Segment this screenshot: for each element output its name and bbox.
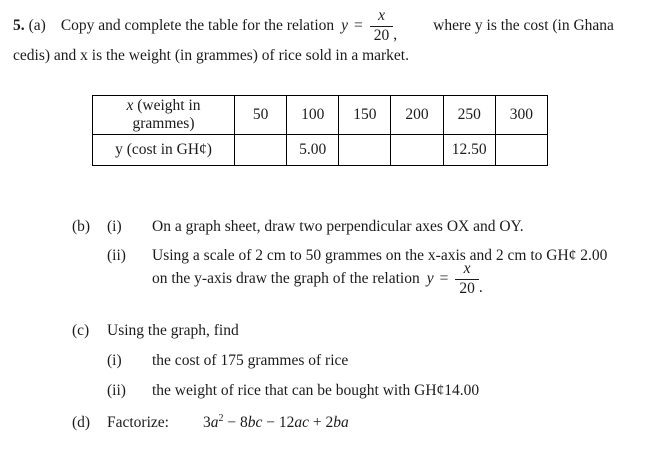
part-d-line [72, 412, 349, 433]
part-c-i-line [72, 350, 348, 371]
part-c-label: (c) [72, 322, 90, 339]
part-d-heading: Factorize: [107, 414, 169, 431]
table-row-x [93, 96, 548, 135]
part-b-ii-line-2 [152, 261, 483, 297]
equation-comma: , [393, 25, 398, 43]
factorize-expression [203, 414, 349, 431]
table-cell-y-value: 12.50 [443, 135, 495, 166]
fraction-numerator: x [463, 260, 471, 278]
table-cell-x-value: 300 [495, 96, 547, 135]
relation-equation-b [427, 261, 483, 297]
equation-lhs: y [341, 17, 349, 34]
table-header-y: y (cost in GH¢) [93, 135, 235, 166]
table-cell-x-value: 250 [443, 96, 495, 135]
part-b-label: (b) [72, 218, 91, 235]
expr-var: bc [247, 414, 263, 431]
expr-coef: 3 [203, 414, 211, 431]
part-c-ii-line [72, 380, 479, 401]
part-b-i-line [72, 216, 524, 237]
relation-table [92, 95, 548, 166]
intro-text-before-math: Copy and complete the table for the relation [60, 17, 335, 34]
part-b-i-label: (i) [107, 218, 122, 235]
equals-sign: = [439, 270, 449, 287]
fraction-denominator: 20 [455, 279, 479, 297]
table-cell-y-value: 5.00 [287, 135, 339, 166]
part-a-label: (a) [28, 17, 46, 34]
equation-period: . [478, 278, 483, 296]
fraction-x-over-20 [455, 261, 479, 297]
expr-var: a [210, 414, 219, 431]
table-cell-x-value: 150 [339, 96, 391, 135]
part-b-ii-text-2: on the y-axis draw the graph of the relation [152, 270, 420, 287]
table-header-x [93, 96, 235, 135]
table-cell-y-value [391, 135, 443, 166]
fraction-numerator: x [378, 7, 385, 25]
expr-var: ba [333, 414, 349, 431]
table-cell-x-value: 100 [287, 96, 339, 135]
table-cell-x-value: 50 [235, 96, 287, 135]
expr-op: − 12 [262, 414, 295, 431]
question-number: 5. [13, 17, 25, 34]
part-c-i-label: (i) [107, 352, 122, 369]
x-header-rest: (weight in grammes) [132, 97, 201, 132]
fraction-denominator: 20 [370, 26, 394, 44]
fraction-x-over-20 [370, 8, 394, 44]
expr-op: + 2 [309, 414, 334, 431]
x-variable: x [126, 97, 134, 114]
intro-line-1 [13, 5, 614, 47]
table-cell-x-value: 200 [391, 96, 443, 135]
part-c-i-text: the cost of 175 grammes of rice [152, 352, 349, 369]
relation-equation-a [341, 8, 397, 44]
part-c-heading-line [72, 320, 239, 341]
part-b-ii-label: (ii) [107, 247, 126, 264]
equation-lhs: y [426, 270, 434, 287]
table-cell-y-value [495, 135, 547, 166]
expr-exponent: 2 [218, 412, 224, 424]
equals-sign: = [354, 17, 363, 34]
part-b-ii-text-1: Using a scale of 2 cm to 50 grammes on the x-axis and 2 cm to GH¢ 2.00 [152, 247, 608, 264]
expr-var: ac [294, 414, 310, 431]
part-c-ii-label: (ii) [107, 382, 126, 399]
part-c-ii-text: the weight of rice that can be bought with GH¢14.00 [152, 382, 480, 399]
expr-op: − 8 [223, 414, 248, 431]
part-b-i-text: On a graph sheet, draw two perpendicular axes OX and OY. [152, 218, 524, 235]
table-cell-y-value [235, 135, 287, 166]
intro-line-2: cedis) and x is the weight (in grammes) of rice sold in a market. [13, 47, 409, 64]
table-cell-y-value [339, 135, 391, 166]
part-d-label: (d) [72, 414, 91, 431]
intro-text-after-math: where y is the cost (in Ghana [433, 17, 614, 34]
part-c-heading: Using the graph, find [107, 322, 239, 339]
table-row-y [93, 135, 548, 166]
